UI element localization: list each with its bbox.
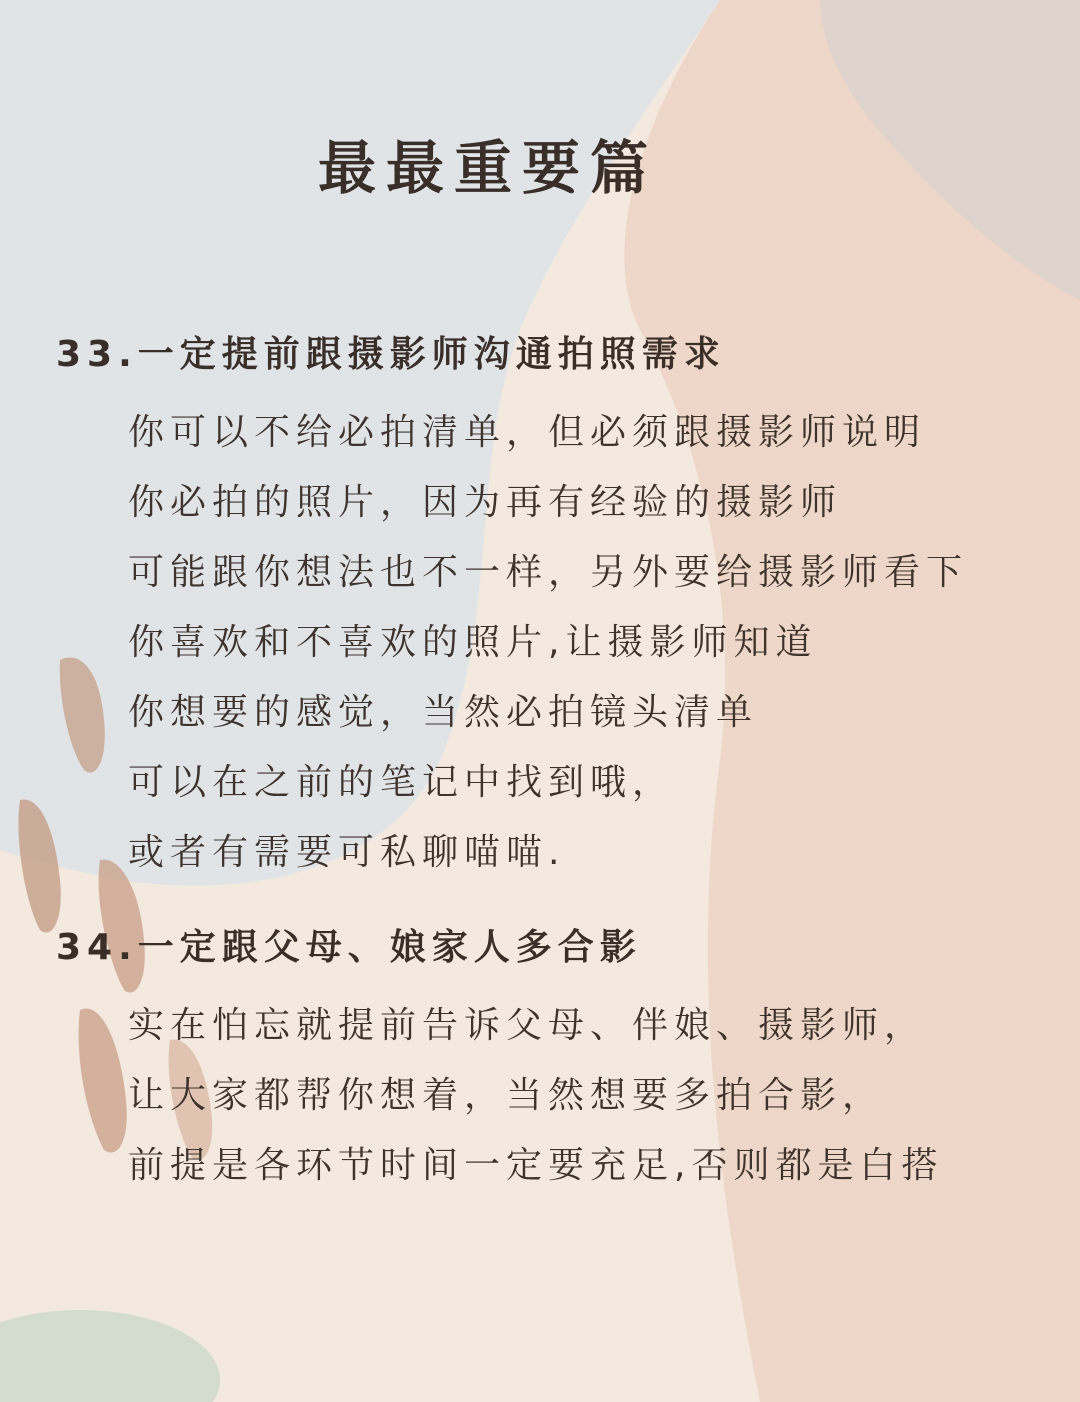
page-title: 最最重要篇 <box>317 134 658 202</box>
body-line: 让大家都帮你想着，当然想要多拍合影， <box>128 1075 885 1116</box>
tip-section-33 <box>56 330 1056 888</box>
section-heading: 34.一定跟父母、娘家人多合影 <box>56 927 642 968</box>
body-line: 前提是各环节时间一定要充足,否则都是白搭 <box>128 1145 944 1186</box>
body-line: 你必拍的照片，因为再有经验的摄影师 <box>128 482 843 523</box>
body-line: 你喜欢和不喜欢的照片,让摄影师知道 <box>128 622 818 663</box>
section-heading: 33.一定提前跟摄影师沟通拍照需求 <box>56 334 726 375</box>
body-line: 你想要的感觉，当然必拍镜头清单 <box>128 692 759 733</box>
body-line: 可能跟你想法也不一样，另外要给摄影师看下 <box>128 552 969 593</box>
tip-section-34 <box>56 923 1056 1201</box>
body-line: 你可以不给必拍清单，但必须跟摄影师说明 <box>128 412 927 453</box>
body-line: 或者有需要可私聊喵喵. <box>128 832 566 873</box>
body-line: 实在怕忘就提前告诉父母、伴娘、摄影师， <box>128 1005 927 1046</box>
body-line: 可以在之前的笔记中找到哦， <box>128 762 675 803</box>
section-body <box>56 991 1056 1201</box>
section-body <box>56 398 1056 888</box>
